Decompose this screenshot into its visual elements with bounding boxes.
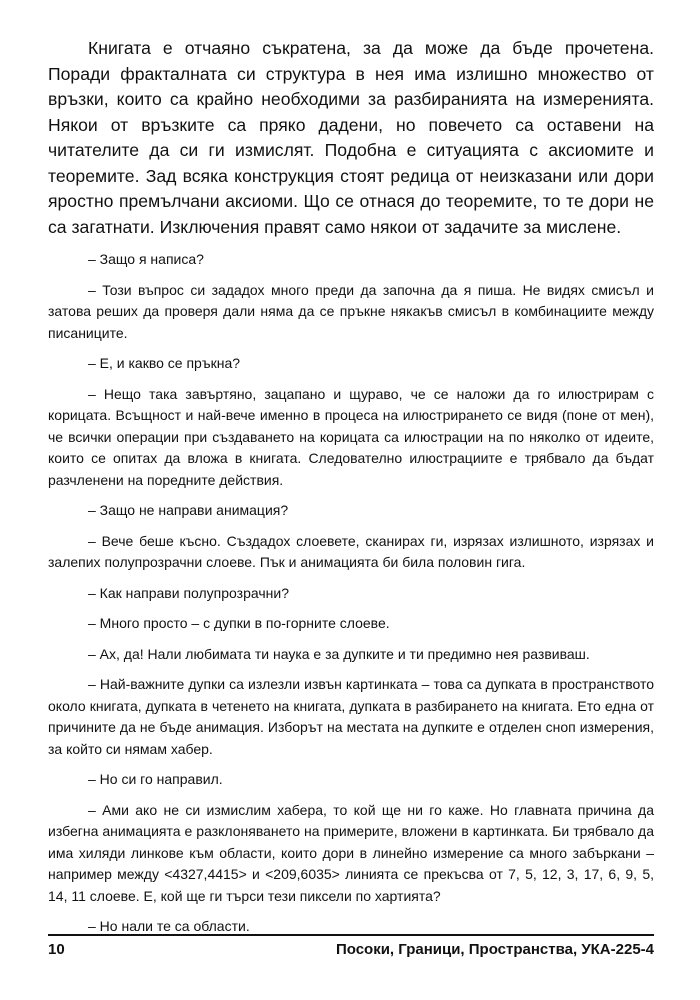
dialog-line: – Много просто – с дупки в по-горните слоеве. [88,615,390,631]
page-number: 10 [48,941,65,958]
dialog-line: – Този въпрос си зададох много преди да започна да я пиша. Не видях смисъл и затова реших да проверя дали няма да се пръкне някакъв смисъл в комбинациите между писаниците. [48,281,654,341]
dialog-line: – Но нали те са области. [88,918,250,934]
page-footer [48,934,654,958]
dialog-line: – Ах, да! Нали любимата ти наука е за дупките и ти предимно нея развиваш. [88,645,590,662]
dialog-line: – Но си го направил. [88,771,223,787]
dialog-line: – Нещо така завъртяно, зацапано и щуравo, че се наложи да го илюстрирам с корицата. Всъщност и най-вече именно в процеса на илюстрирането се видя (поне от мен), че всички операции при създаването на корицата са илюстрации на по няколко от идеите, които се опитах да вложа в книгата. Следователно илюстрациите е трябвало да бъдат разчленени на поредните действия. [48,385,654,488]
dialog-line: – Защо я написа? [88,251,204,267]
dialog-line: – Вече беше късно. Създадох слоевете, сканирах ги, изрязах излишното, изрязах и залепих полупрозрачни слоеве. Пък и анимацията би била половин гига. [48,532,654,570]
dialog-list [48,249,654,938]
page-body [48,36,654,947]
dialog-line: – Ами ако не си измислим хабера, то кой ще ни го каже. Но главната причина да избегна анимацията е разклоняването на примерите, вложени в картинката. Би трябвало да има хиляди линкове към области, които дори в линейно измерение са много забъркани – например между <4327,4415> и <209,6035> линията се прекъсва от 7, 5, 12, 3, 17, 6, 9, 5, 14, 11 слоеве. Е, кой ще ги търси тези пиксели по хартията? [48,801,654,904]
intro-paragraph: Книгата е отчаяно съкратена, за да може да бъде прочетена. Поради фракталната си структура в нея има излишно множество от връзки, които са крайно необходими за разбиранията на измеренията. Някои от връзките са пряко дадени, но повечето са оставени на читателите да си ги измислят. Подобна е ситуацията с аксиомите и теоремите. Зад всяка конструкция стоят редица от неизказани или дори яростно премълчани аксиоми. Що се отнася до теоремите, то те дори не са загатнати. Изключения правят само някои от задачите за мислене. [48,38,654,237]
dialog-line: – Как направи полупрозрачни? [88,584,289,601]
dialog-line: – Най-важните дупки са излезли извън картинката – това са дупката в пространството около книгата, дупката в четенето на книгата, дупката в разбирането на книгата. Ето една от причините да не бъде анимация. Изборът на местата на дупките е отделен сноп измерения, за който си нямам хабер. [48,676,654,757]
dialog-line: – Е, и какво се пръкна? [88,355,241,371]
running-title: Посоки, Граници, Пространства, УКА-225-4 [335,941,654,958]
dialog-line: – Защо не направи анимация? [88,502,289,518]
